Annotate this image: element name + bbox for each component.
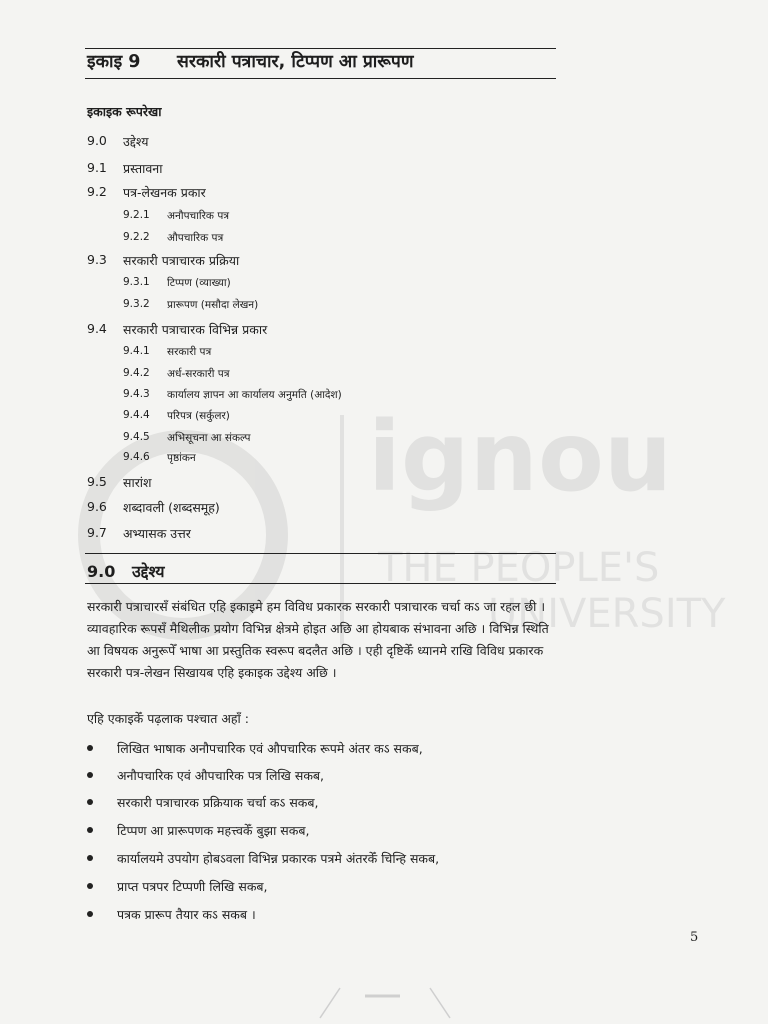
objectives-lead: एहि एकाइकेँ पढ़लाक पश्चात अहाँ : (87, 711, 249, 726)
bullet-dot (87, 799, 93, 805)
unit-title-text: सरकारी पत्राचार, टिप्पण आ प्रारूपण (177, 52, 414, 72)
section-top-rule (85, 553, 556, 554)
title-bottom-rule (85, 78, 556, 79)
watermark-brand: ignou (368, 401, 673, 513)
unit-number: इकाइ 9 (87, 52, 141, 72)
bullet-dot (87, 855, 93, 861)
section-number: 9.0 (87, 562, 116, 581)
bullet-dot (87, 745, 93, 751)
watermark-tagline-1: THE PEOPLE'S (378, 545, 660, 591)
bullet-dot (87, 883, 93, 889)
objective-paragraph: सरकारी पत्राचारसँ संबंधित एहि इकाइमे हम विविध प्रकारक सरकारी पत्राचारक चर्चा कऽ जा रहल छी । व्यावहारिक रूपसँ मैथिलीक प्रयोग विभिन्न क्षेत्रमे होइत अछि आ होयबाक संभावना अछि । विभिन्न स्थिति आ विषयक अनुरूपेँ भाषा आ प्रस्तुतिक स्वरूप बदलैत अछि । एही दृष्टिकेँ ध्यानमे राखि विविध प्रकारक सरकारी पत्र-लेखन सिखायब एहि इकाइक उद्देश्य अछि । (87, 599, 549, 680)
section-title (87, 560, 165, 582)
bullet-dot (87, 772, 93, 778)
bullet-dot (87, 911, 93, 917)
page-number: 5 (690, 930, 699, 945)
bullet-dot (87, 827, 93, 833)
section-title-text: उद्देश्य (132, 562, 165, 581)
unit-title (87, 50, 414, 74)
title-top-rule (85, 48, 556, 49)
scan-artifact (300, 980, 460, 1020)
section-bottom-rule (85, 583, 556, 584)
watermark-tagline-2: UNIVERSITY (488, 591, 726, 637)
document-page: ignou THE PEOPLE'S UNIVERSITY इकाइ 9 सरकारी पत्राचार, टिप्पण आ प्रारूपण इकाइक रूपरेखा 9.0 उद्देश्य 9.1 प्रस्तावना 9.2 पत्र-लेखनक प्रकार 9.2.1 अनौपचारिक पत्र 9.2.2 औपचारिक पत्र 9.3 सरकारी पत्राचारक प्रक्रिया 9.3.1 टिप्पण (व्याख्या) 9.3.2 प्रारूपण (मसौदा लेखन) 9.4 सरकारी पत्राचारक विभिन्न प्रकार 9.4.1 सरकारी पत्र 9.4.2 अर्ध-सरकारी पत्र 9.4.3 कार्यालय ज्ञापन आ कार्यालय अनुमति (आदेश) 9.4.4 परिपत्र (सर्कुलर) 9.4.5 अभिसूचना आ संकल्प 9.4.6 पृष्ठांकन 9.5 सारांश 9.6 शब्दावली (शब्दसमूह) 9.7 अभ्यासक उत्तर 9.0 उद्देश्य सरकारी पत्राचारसँ संबंधित एहि इकाइमे हम विविध प्रकारक सरकारी पत्राचारक चर्चा कऽ जा रहल छी । व्यावहारिक रूपसँ मैथिलीक प्रयोग विभिन्न क्षेत्रमे होइत अछि आ होयबाक संभावना अछि । विभिन्न स्थिति आ विषयक अनुरूपेँ भाषा आ प्रस्तुतिक स्वरूप बदलैत अछि । एही दृष्टिकेँ ध्यानमे राखि विविध प्रकारक सरकारी पत्र-लेखन सिखायब एहि इकाइक उद्देश्य अछि । एहि एकाइकेँ पढ़लाक पश्चात अहाँ : लिखित भाषाक अनौपचारिक एवं औपचारिक रूपमे अंतर कऽ सकब, अनौपचारिक एवं औपचारिक पत्र लिखि सकब, सरकारी पत्राचारक प्रक्रियाक चर्चा कऽ सकब, टिप्पण आ प्रारूपणक महत्त्वकेँ बुझा सकब, कार्यालयमे उपयोग होबऽवला विभिन्न प्रकारक पत्रमे अंतरकेँ चिन्हि सकब, प्राप्त पत्रपर टिप्पणी लिखि सकब, पत्रक प्रारूप तैयार कऽ सकब । 5 (0, 0, 768, 1024)
outline-heading: इकाइक रूपरेखा (87, 104, 162, 119)
